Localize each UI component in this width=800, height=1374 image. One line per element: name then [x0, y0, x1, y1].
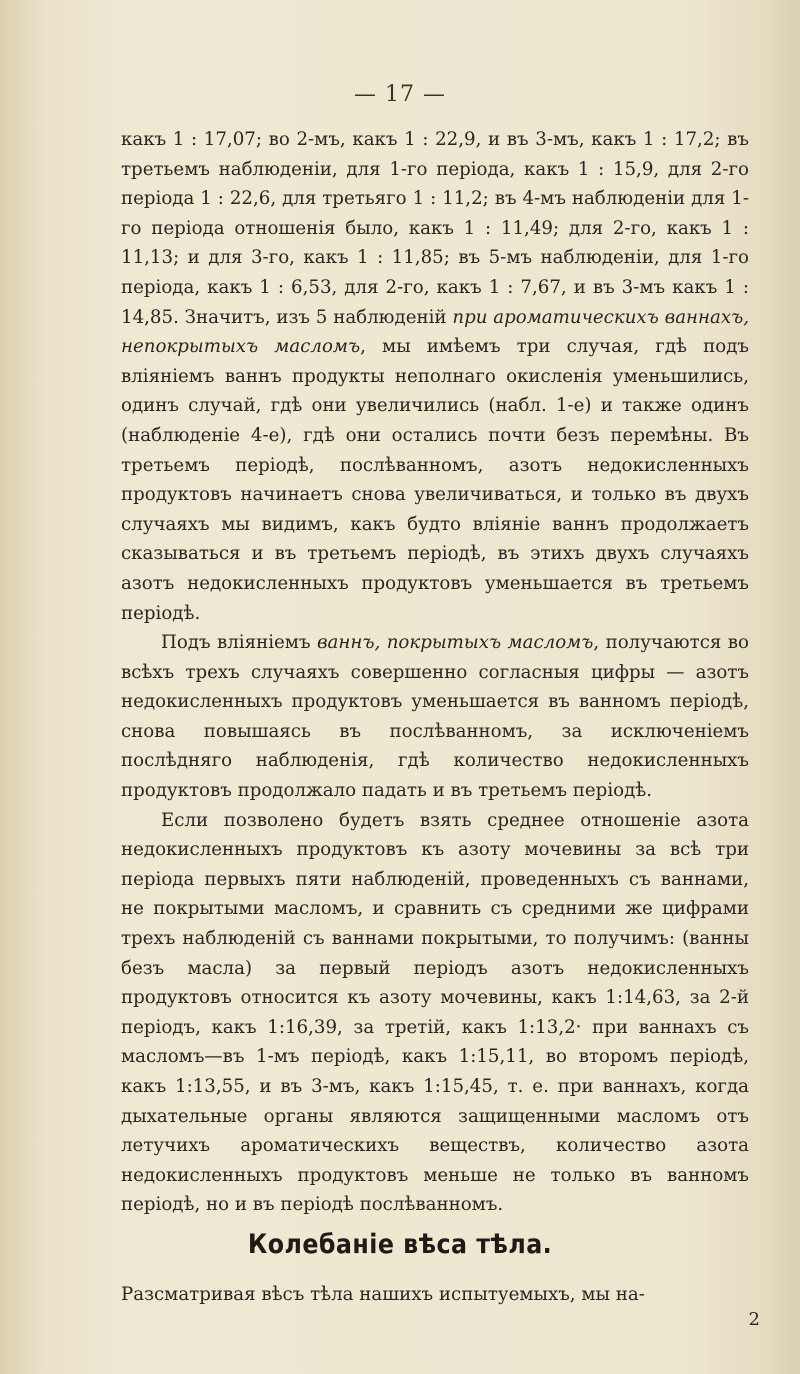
italic-run: ваннъ, покрытыхъ масломъ — [316, 632, 594, 654]
body-text — [121, 125, 749, 1220]
text-run: какъ 1 : 17,07; во 2-мъ, какъ 1 : 22,9, и въ 3-мъ, какъ 1 : 17,2; въ третьемъ наблюденіи, для 1-го періода, какъ 1 : 15,9, для 2-го періода 1 : 22,6, для третьяго 1 : 11,2; въ 4-мъ наблюденіи для 1-го періода отношенія было, какъ 1 : 11,49; для 2-го, какъ 1 : 11,13; и для 3-го, какъ 1 : 11,85; въ 5-мъ наблюденіи, для 1-го періода, какъ 1 : 6,53, для 2-го, какъ 1 : 7,67, и въ 3-мъ какъ 1 : 14,85. Значитъ, изъ 5 наблюденій — [121, 129, 749, 328]
final-text-line: Разсматривая вѣсъ тѣла нашихъ испытуемыхъ, мы на- — [121, 1284, 645, 1305]
page-number-header: — 17 — — [354, 82, 446, 107]
signature-mark: 2 — [748, 1309, 760, 1330]
text-run: Подъ вліяніемъ — [161, 632, 317, 654]
text-run: , мы имѣемъ три случая, гдѣ подъ вліяніемъ ваннъ продукты неполнаго окисленія уменьшились, одинъ случай, гдѣ они увеличились (набл. 1-е) и также одинъ (наблюденіе 4-е), гдѣ они остались почти безъ перемѣны. Въ третьемъ періодѣ, послѣванномъ, азотъ недокисленныхъ продуктовъ начинаетъ снова увеличиваться, и только въ двухъ случаяхъ мы видимъ, какъ будто вліяніе ваннъ продолжаетъ сказываться и въ третьемъ періодѣ, въ этихъ двухъ случаяхъ азотъ недокисленныхъ продуктовъ уменьшается въ третьемъ періодѣ. — [121, 336, 749, 624]
paragraph-2 — [121, 628, 749, 806]
section-heading: Колебаніе вѣса тѣла. — [247, 1229, 553, 1260]
paragraph-1 — [121, 125, 749, 628]
paragraph-3 — [121, 806, 749, 1220]
text-run: , получаются во всѣхъ трехъ случаяхъ совершенно согласныя цифры — азотъ недокисленныхъ продуктовъ уменьшается въ ванномъ періодѣ, снова повышаясь въ послѣванномъ, за исключеніемъ послѣдняго наблюденія, гдѣ количество недокисленныхъ продуктовъ продолжало падать и въ третьемъ періодѣ. — [121, 632, 749, 802]
text-run: Если позволено будетъ взять среднее отношеніе азота недокисленныхъ продуктовъ къ азоту мочевины за всѣ три періода первыхъ пяти наблюденій, проведенныхъ съ ваннами, не покрытыми масломъ, и сравнить съ средними же цифрами трехъ наблюденій съ ваннами покрытыми, то получимъ: (ванны безъ масла) за первый періодъ азотъ недокисленныхъ продуктовъ относится къ азоту мочевины, какъ 1:14,63, за 2-й періодъ, какъ 1:16,39, за третій, какъ 1:13,2· при ваннахъ съ масломъ—въ 1-мъ періодѣ, какъ 1:15,11, во второмъ періодѣ, какъ 1:13,55, и въ 3-мъ, какъ 1:15,45, т. е. при ваннахъ, когда дыхательные органы являются защищенными масломъ отъ летучихъ ароматическихъ веществъ, количество азота недокисленныхъ продуктовъ меньше не только въ ванномъ періодѣ, но и въ періодѣ послѣванномъ. — [121, 809, 749, 1216]
italic-run: при ароматическихъ ваннахъ, непокрытыхъ масломъ — [121, 306, 750, 358]
